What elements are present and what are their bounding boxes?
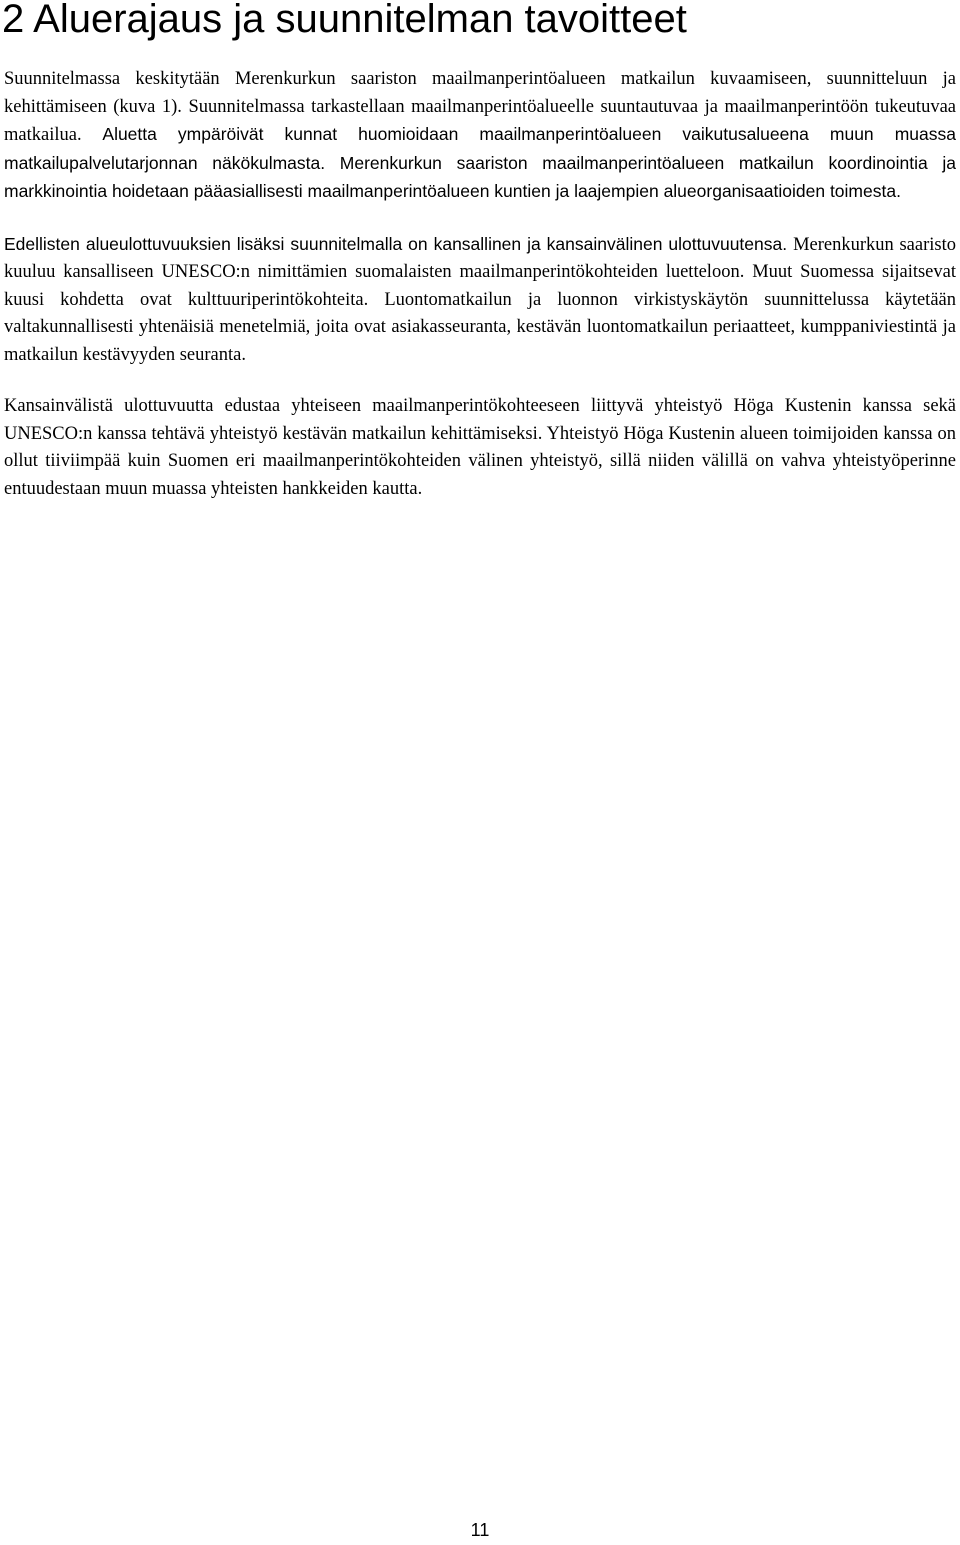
body-text: [4, 66, 956, 527]
paragraph-national-dimension-part-1: Edellisten alueulottuvuuksien lisäksi suunnitelmalla on kansallinen ja kansainvälinen ulottuvuutensa.: [4, 233, 794, 254]
paragraph-national-dimension-part-2: Merenkurkun saaristo kuuluu kansalliseen UNESCO:n nimittämien suomalaisten maailmanperintökohteiden luetteloon. Muut Suomessa sijaitsevat kuusi kohdetta ovat kulttuuriperintökohteita. Luontomatkailun ja luonnon virkistyskäytön suunnittelussa käytetään valtakunnallisesti yhtenäisiä menetelmiä, joita ovat asiakasseuranta, kestävän luontomatkailun periaatteet, kumppaniviestintä ja matkailun kestävyyden seuranta.: [4, 234, 956, 365]
page-number: 11: [470, 1520, 490, 1540]
paragraph-scope-part-2: Aluetta ympäröivät kunnat huomioidaan maailmanperintöalueen vaikutusalueena muun muassa matkailupalvelutarjonnan näkökulmasta. Merenkurkun saariston maailmanperintöalueen matkailun koordinointia ja markkinointia hoidetaan pääasiallisesti maailmanperintöalueen kuntien ja laajempien alueorganisaatioiden toimesta.: [4, 124, 956, 201]
paragraph-international-dimension: [4, 393, 956, 503]
section-heading: 2 Aluerajaus ja suunnitelman tavoitteet: [2, 0, 687, 41]
paragraph-national-dimension: [4, 231, 956, 370]
paragraph-scope: [4, 66, 956, 207]
paragraph-scope-part-1: Suunnitelmassa keskitytään Merenkurkun saariston maailmanperintöalueen matkailun kuvaamiseen, suunnitteluun ja kehittämiseen (kuva 1). Suunnitelmassa tarkastellaan maailmanperintöalueelle suuntautuvaa ja maailmanperintöön tukeutuvaa matkailua.: [4, 69, 956, 145]
paragraph-international-dimension-part-1: Kansainvälistä ulottuvuutta edustaa yhteiseen maailmanperintökohteeseen liittyvä yhteistyö Höga Kustenin kanssa sekä UNESCO:n kanssa tehtävä yhteistyö kestävän matkailun kehittämiseksi. Yhteistyö Höga Kustenin alueen toimijoiden kanssa on ollut tiiviimpää kuin Suomen eri maailmanperintökohteiden välinen yhteistyö, sillä niiden välillä on vahva yhteistyöperinne entuudestaan muun muassa yhteisten hankkeiden kautta.: [4, 396, 956, 499]
